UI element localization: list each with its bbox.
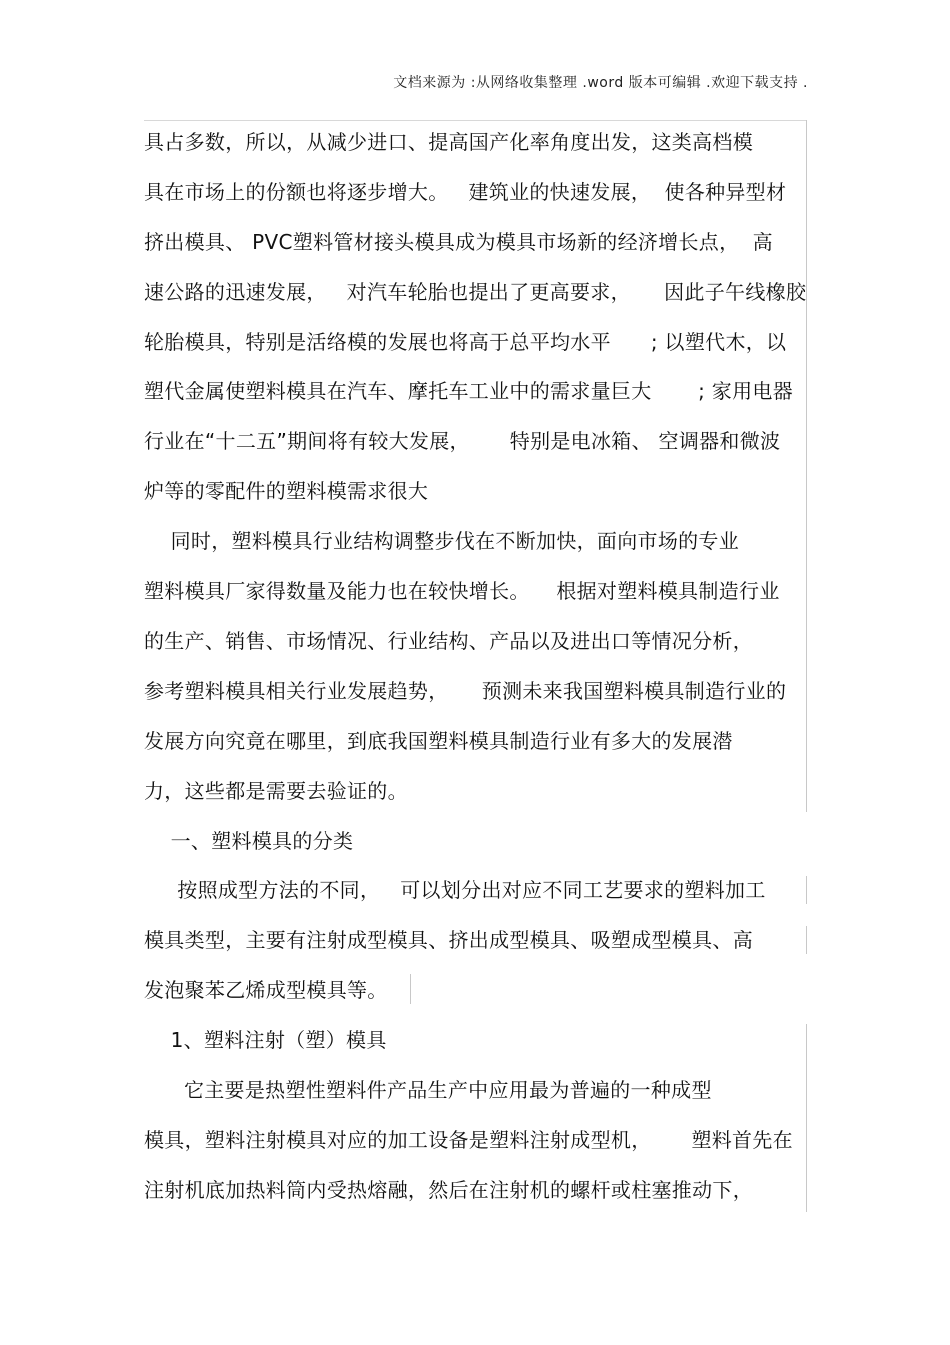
paragraph-line: 注射机底加热料筒内受热熔融，然后在注射机的螺杆或柱塞推动下， [144,1178,753,1202]
frame-right-line-3 [806,926,807,954]
paragraph-line: 参考塑料模具相关行业发展趋势， 预测未来我国塑料模具制造行业的 [144,679,787,703]
paragraph-line: 行业在“十二五”期间将有较大发展， 特别是电冰箱、 空调器和微波 [144,429,781,453]
paragraph-line: 发泡聚苯乙烯成型模具等。 [144,978,388,1002]
paragraph-line: 具占多数，所以，从减少进口、提高国产化率角度出发，这类高档模 [144,130,753,154]
paragraph-line: 按照成型方法的不同， 可以划分出对应不同工艺要求的塑料加工 [144,878,766,902]
paragraph-line: 挤出模具、 PVC塑料管材接头模具成为模具市场新的经济增长点， 高 [144,230,773,254]
paragraph-line: 模具，塑料注射模具对应的加工设备是塑料注射成型机， 塑料首先在 [144,1128,793,1152]
frame-right-line-4 [410,974,411,1004]
paragraph-line: 它主要是热塑性塑料件产品生产中应用最为普遍的一种成型 [144,1078,712,1102]
section-heading: 一、塑料模具的分类 [144,829,354,853]
paragraph-line: 具在市场上的份额也将逐步增大。 建筑业的快速发展， 使各种异型材 [144,180,787,204]
paragraph-line: 的生产、销售、市场情况、行业结构、产品以及进出口等情况分析， [144,629,753,653]
paragraph-line: 轮胎模具，特别是活络模的发展也将高于总平均水平 ; 以塑代木，以 [144,330,787,354]
frame-right-line-2 [806,876,807,904]
subsection-heading: 1、塑料注射（塑）模具 [144,1028,387,1052]
paragraph-line: 速公路的迅速发展， 对汽车轮胎也提出了更高要求， 因此子午线橡胶 [144,280,807,304]
paragraph-line: 同时，塑料模具行业结构调整步伐在不断加快，面向市场的专业 [144,529,740,553]
paragraph-line: 发展方向究竟在哪里，到底我国塑料模具制造行业有多大的发展潜 [144,729,733,753]
frame-right-line-1 [806,120,807,812]
paragraph-line: 炉等的零配件的塑料模需求很大 [144,479,429,503]
frame-right-line-5 [806,1024,807,1212]
frame-top-line [144,120,806,121]
paragraph-line: 塑代金属使塑料模具在汽车、摩托车工业中的需求量巨大 ; 家用电器 [144,379,793,403]
paragraph-line: 塑料模具厂家得数量及能力也在较快增长。 根据对塑料模具制造行业 [144,579,780,603]
paragraph-line: 力，这些都是需要去验证的。 [144,779,408,803]
paragraph-line: 模具类型，主要有注射成型模具、挤出成型模具、吸塑成型模具、高 [144,928,753,952]
document-source-header: 文档来源为 :从网络收集整理 .word 版本可编辑 .欢迎下载支持 . [393,75,808,91]
